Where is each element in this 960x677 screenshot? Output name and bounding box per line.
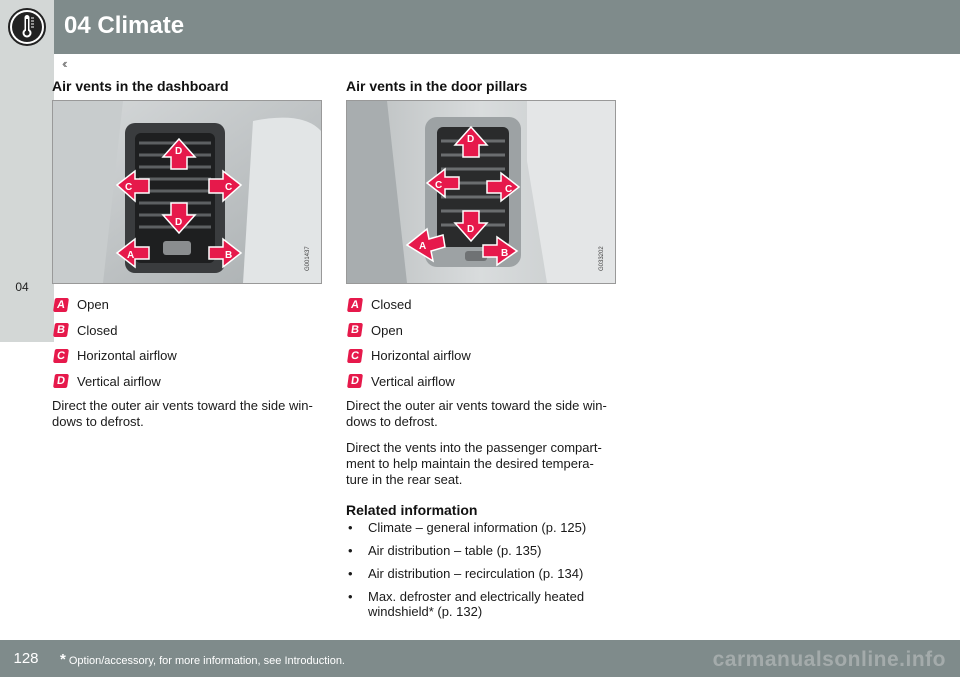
related-link[interactable]: • Air distribution – recirculation (p. 134) bbox=[346, 566, 616, 581]
svg-text:C: C bbox=[505, 184, 513, 195]
legend-item bbox=[346, 343, 616, 369]
body-paragraph: Direct the outer air vents toward the side win- dows to defrost. bbox=[346, 398, 607, 429]
svg-text:C: C bbox=[435, 180, 443, 191]
svg-text:B: B bbox=[225, 250, 233, 261]
footnote bbox=[60, 651, 345, 668]
related-information-heading: Related information bbox=[346, 502, 478, 518]
body-paragraph: Direct the outer air vents toward the side win- dows to defrost. bbox=[52, 398, 313, 429]
svg-text:D: D bbox=[175, 217, 183, 228]
chapter-tab[interactable]: 04 bbox=[15, 280, 29, 294]
chapter-icon-box bbox=[0, 0, 54, 54]
legend-label: Horizontal airflow bbox=[371, 348, 471, 364]
svg-text:D: D bbox=[467, 224, 475, 235]
page-number: 128 bbox=[0, 640, 52, 677]
door-pillar-vents-section bbox=[346, 78, 616, 627]
svg-text:C: C bbox=[125, 182, 133, 193]
back-navigation-link[interactable]: ‹‹ bbox=[62, 56, 65, 71]
legend-label: Open bbox=[77, 297, 109, 313]
image-code: G001437 bbox=[305, 246, 311, 271]
legend-key-badge: B bbox=[347, 323, 363, 337]
legend-item bbox=[52, 343, 322, 369]
legend-item bbox=[346, 292, 616, 318]
legend-label: Vertical airflow bbox=[77, 373, 161, 389]
svg-text:A: A bbox=[419, 241, 427, 252]
door-pillar-vent-illustration bbox=[346, 100, 616, 284]
legend-item bbox=[52, 318, 322, 344]
related-link[interactable]: • Climate – general information (p. 125) bbox=[346, 520, 616, 535]
legend-label: Closed bbox=[77, 322, 118, 338]
vent-legend bbox=[346, 292, 616, 394]
image-code: G033202 bbox=[599, 246, 605, 271]
dashboard-vent-illustration bbox=[52, 100, 322, 284]
svg-text:D: D bbox=[175, 146, 183, 157]
legend-key-badge: A bbox=[53, 298, 69, 312]
legend-item bbox=[346, 318, 616, 344]
legend-label: Horizontal airflow bbox=[77, 348, 177, 364]
svg-text:C: C bbox=[225, 182, 233, 193]
legend-label: Closed bbox=[371, 297, 412, 313]
legend-key-badge: B bbox=[53, 323, 69, 337]
page-title: 04 Climate bbox=[64, 12, 185, 39]
dashboard-vents-section bbox=[52, 78, 322, 440]
legend-key-badge: A bbox=[347, 298, 363, 312]
footnote-text: Option/accessory, for more information, see Introduction. bbox=[68, 655, 345, 667]
legend-key-badge: C bbox=[53, 349, 69, 363]
section-heading: Air vents in the dashboard bbox=[52, 78, 229, 94]
svg-text:A: A bbox=[127, 250, 135, 261]
related-links-list bbox=[346, 520, 616, 619]
thermometer-icon bbox=[7, 7, 47, 47]
legend-item bbox=[52, 292, 322, 318]
legend-key-badge: D bbox=[347, 374, 363, 388]
legend-item bbox=[346, 369, 616, 395]
legend-key-badge: C bbox=[347, 349, 363, 363]
body-paragraph: Direct the vents into the passenger compart- ment to help maintain the desired tempera- ture in the rear seat. bbox=[346, 440, 602, 487]
legend-item bbox=[52, 369, 322, 395]
svg-text:B: B bbox=[501, 248, 509, 259]
legend-label: Vertical airflow bbox=[371, 373, 455, 389]
chapter-sidebar bbox=[0, 54, 54, 342]
related-link[interactable]: • Air distribution – table (p. 135) bbox=[346, 543, 616, 558]
footnote-star: * bbox=[60, 651, 66, 668]
legend-key-badge: D bbox=[53, 374, 69, 388]
watermark: carmanualsonline.info bbox=[712, 648, 946, 671]
vent-legend bbox=[52, 292, 322, 394]
svg-text:D: D bbox=[467, 134, 475, 145]
section-heading: Air vents in the door pillars bbox=[346, 78, 528, 94]
legend-label: Open bbox=[371, 322, 403, 338]
related-link[interactable]: • Max. defroster and electrically heated windshield* (p. 132) bbox=[346, 589, 616, 619]
page-header bbox=[0, 0, 960, 54]
